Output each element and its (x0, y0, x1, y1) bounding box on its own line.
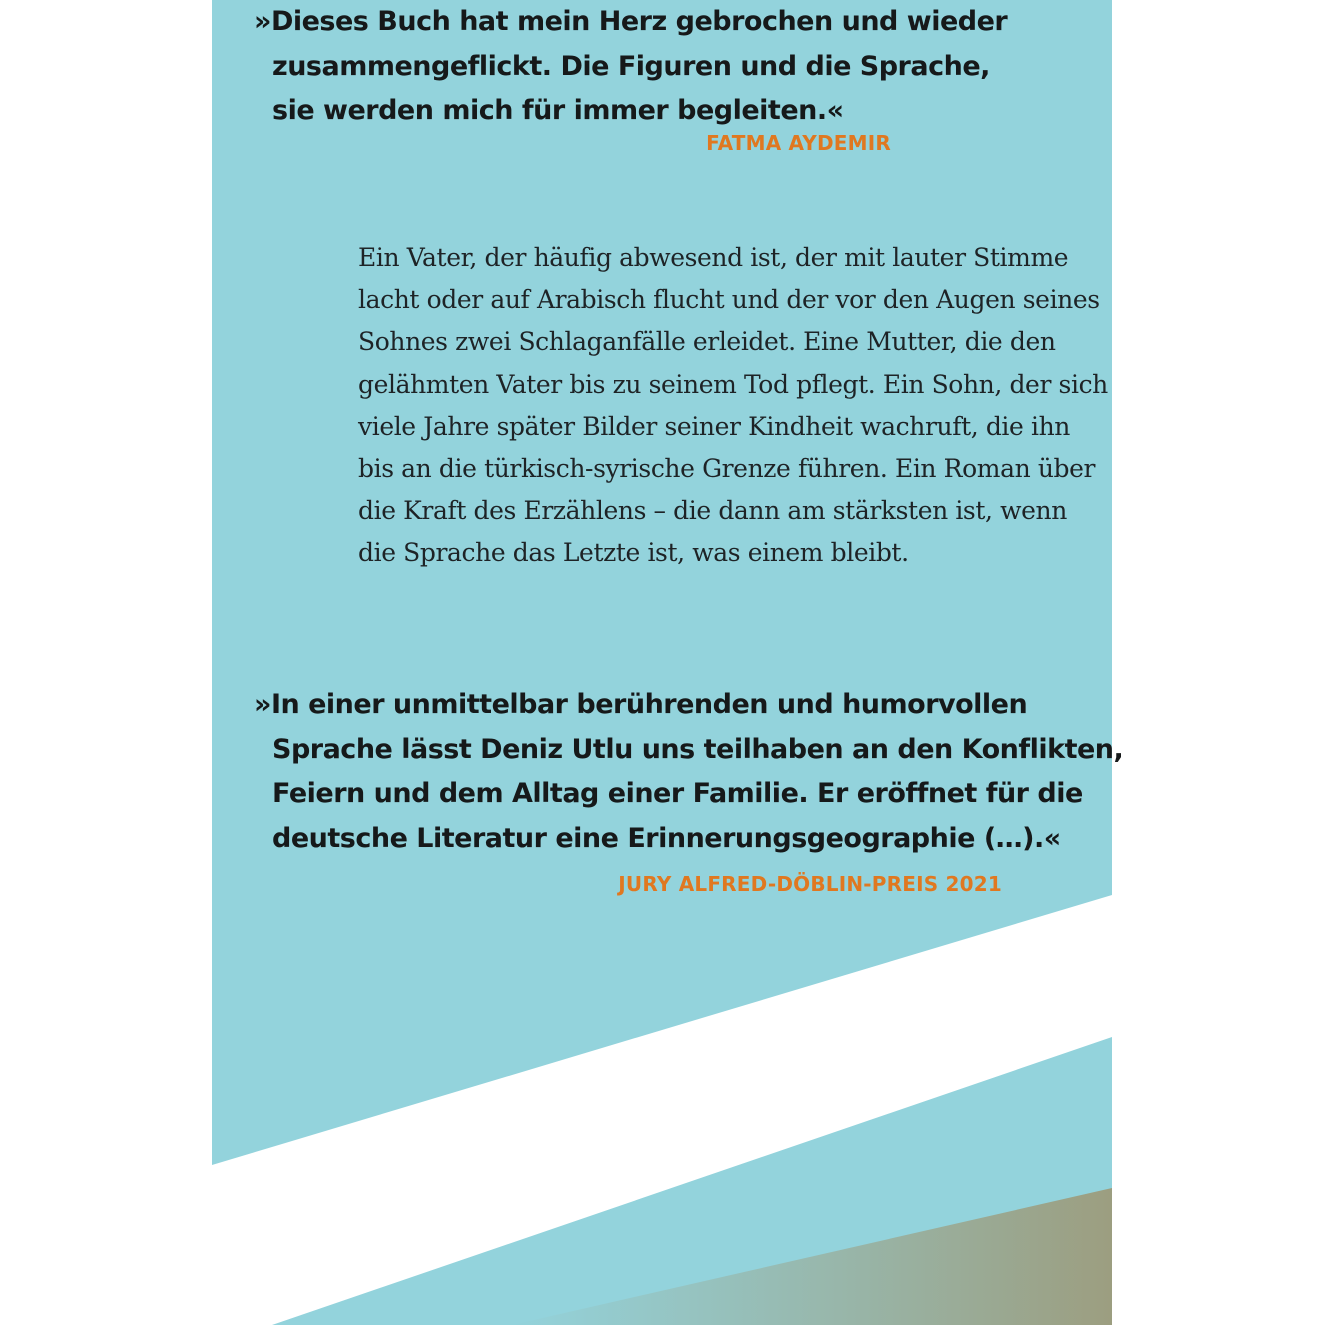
blurb-line: gelähmten Vater bis zu seinem Tod pflegt. Ein Sohn, der sich (358, 369, 1108, 399)
blurb-line: die Sprache das Letzte ist, was einem bleibt. (358, 538, 909, 568)
quote-top-line: »Dieses Buch hat mein Herz gebrochen und wieder (254, 6, 1008, 37)
blurb-line: Sohnes zwei Schlaganfälle erleidet. Eine Mutter, die den (358, 327, 1056, 357)
quote-bottom-attribution: JURY ALFRED-DÖBLIN-PREIS 2021 (618, 872, 1002, 896)
cover-background-graphic (212, 0, 1112, 1325)
quote-bottom-line: Feiern und dem Alltag einer Familie. Er eröffnet für die (272, 778, 1083, 809)
quote-top (254, 0, 1007, 134)
quote-bottom-line: »In einer unmittelbar berührenden und humorvollen (254, 689, 1028, 720)
quote-bottom-line: Sprache lässt Deniz Utlu uns teilhaben an den Konflikten, (272, 733, 1124, 765)
blurb-line: Ein Vater, der häufig abwesend ist, der mit lauter Stimme (358, 243, 1069, 272)
blurb-line: bis an die türkisch-syrische Grenze führen. Ein Roman über (358, 454, 1096, 484)
book-back-cover (212, 0, 1124, 1325)
blurb-line: lacht oder auf Arabisch flucht und der vor den Augen seines (358, 285, 1100, 315)
quote-bottom (254, 683, 1123, 861)
quote-top-line: sie werden mich für immer begleiten.« (272, 95, 844, 126)
blurb-line: viele Jahre später Bilder seiner Kindheit wachruft, die ihn (358, 411, 1070, 441)
quote-bottom-line: deutsche Literatur eine Erinnerungsgeographie (…).« (272, 822, 1061, 854)
quote-top-line: zusammengeflickt. Die Figuren und die Sprache, (272, 50, 990, 82)
quote-top-attribution: FATMA AYDEMIR (706, 131, 891, 155)
blurb-line: die Kraft des Erzählens – die dann am stärksten ist, wenn (358, 496, 1067, 526)
book-blurb (358, 237, 1108, 575)
